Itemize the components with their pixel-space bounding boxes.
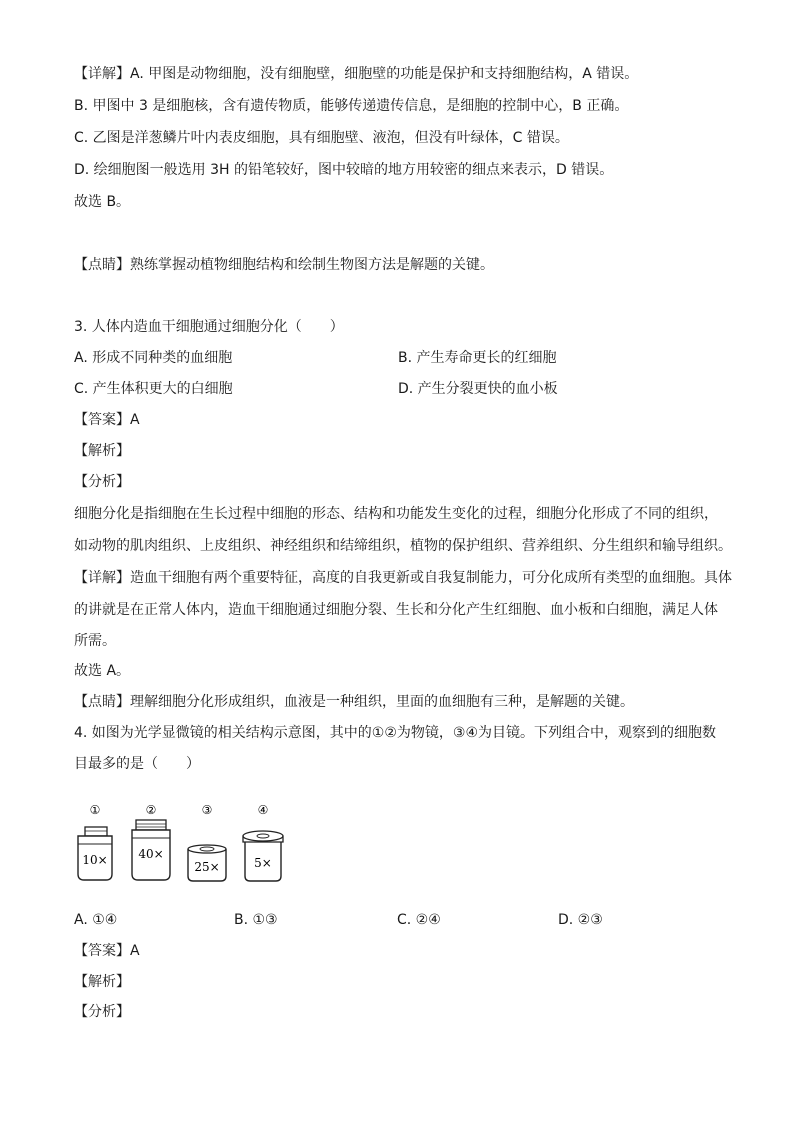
q4-option-c: C. ②④ bbox=[397, 912, 441, 928]
q3-tip: 【点睛】理解细胞分化形成组织，血液是一种组织，里面的血细胞有三种，是解题的关键。 bbox=[74, 694, 634, 710]
q3-analyze-text-2: 如动物的肌肉组织、上皮组织、神经组织和结缔组织，植物的保护组织、营养组织、分生组织和输导组织。 bbox=[74, 538, 732, 554]
q2-detail-c: C. 乙图是洋葱鳞片叶内表皮细胞，具有细胞壁、液泡，但没有叶绿体，C 错误。 bbox=[74, 130, 569, 146]
q3-detail-2: 的讲就是在正常人体内，造血干细胞通过细胞分裂、生长和分化产生红细胞、血小板和白细胞，满足人体 bbox=[74, 602, 718, 618]
q2-tip: 【点睛】熟练掌握动植物细胞结构和绘制生物图方法是解题的关键。 bbox=[74, 257, 494, 273]
lens-1-number: ① bbox=[89, 803, 101, 817]
q3-option-a: A. 形成不同种类的血细胞 bbox=[74, 350, 233, 366]
q3-analysis-heading: 【解析】 bbox=[74, 443, 130, 459]
q2-choose: 故选 B。 bbox=[74, 194, 131, 210]
lens-3-number: ③ bbox=[201, 803, 213, 817]
lens-4-magnification: 5× bbox=[254, 856, 272, 870]
q4-stem-2: 目最多的是（ ） bbox=[74, 756, 200, 772]
q2-detail-b: B. 甲图中 3 是细胞核，含有遗传物质，能够传递遗传信息，是细胞的控制中心，B 正确。 bbox=[74, 98, 629, 114]
lens-4-number: ④ bbox=[257, 803, 269, 817]
lens-1-magnification: 10× bbox=[82, 853, 108, 867]
q4-stem-1: 4. 如图为光学显微镜的相关结构示意图，其中的①②为物镜，③④为目镜。下列组合中，观察到的细胞数 bbox=[74, 725, 717, 741]
q2-detail-d: D. 绘细胞图一般选用 3H 的铅笔较好，图中较暗的地方用较密的细点来表示，D 错误。 bbox=[74, 162, 614, 178]
microscope-lens-figure bbox=[70, 800, 300, 890]
objective-lens-1 bbox=[78, 803, 112, 880]
lens-3-magnification: 25× bbox=[194, 860, 220, 874]
q3-detail-3: 所需。 bbox=[74, 633, 116, 649]
q3-detail-1: 【详解】造血干细胞有两个重要特征，高度的自我更新或自我复制能力，可分化成所有类型的血细胞。具体 bbox=[74, 570, 732, 586]
lens-2-number: ② bbox=[145, 803, 157, 817]
q3-stem: 3. 人体内造血干细胞通过细胞分化（ ） bbox=[74, 319, 344, 335]
q4-option-b: B. ①③ bbox=[234, 912, 278, 928]
q3-analyze-heading: 【分析】 bbox=[74, 474, 130, 490]
q3-option-b: B. 产生寿命更长的红细胞 bbox=[398, 350, 557, 366]
q4-answer: 【答案】A bbox=[74, 943, 140, 959]
q4-option-a: A. ①④ bbox=[74, 912, 118, 928]
q4-option-d: D. ②③ bbox=[558, 912, 603, 928]
q3-choose: 故选 A。 bbox=[74, 663, 131, 679]
q4-analysis-heading: 【解析】 bbox=[74, 974, 130, 990]
q3-analyze-text-1: 细胞分化是指细胞在生长过程中细胞的形态、结构和功能发生变化的过程，细胞分化形成了不同的组织， bbox=[74, 506, 718, 522]
q3-option-c: C. 产生体积更大的白细胞 bbox=[74, 381, 233, 397]
q2-detail-a: 【详解】A. 甲图是动物细胞，没有细胞壁，细胞壁的功能是保护和支持细胞结构，A 错误。 bbox=[74, 66, 639, 82]
eyepiece-lens-4 bbox=[243, 803, 283, 881]
q4-analyze-heading: 【分析】 bbox=[74, 1004, 130, 1020]
lens-2-magnification: 40× bbox=[138, 847, 164, 861]
eyepiece-lens-3 bbox=[188, 803, 226, 881]
objective-lens-2 bbox=[132, 803, 170, 880]
q3-option-d: D. 产生分裂更快的血小板 bbox=[398, 381, 558, 397]
q3-answer: 【答案】A bbox=[74, 412, 140, 428]
